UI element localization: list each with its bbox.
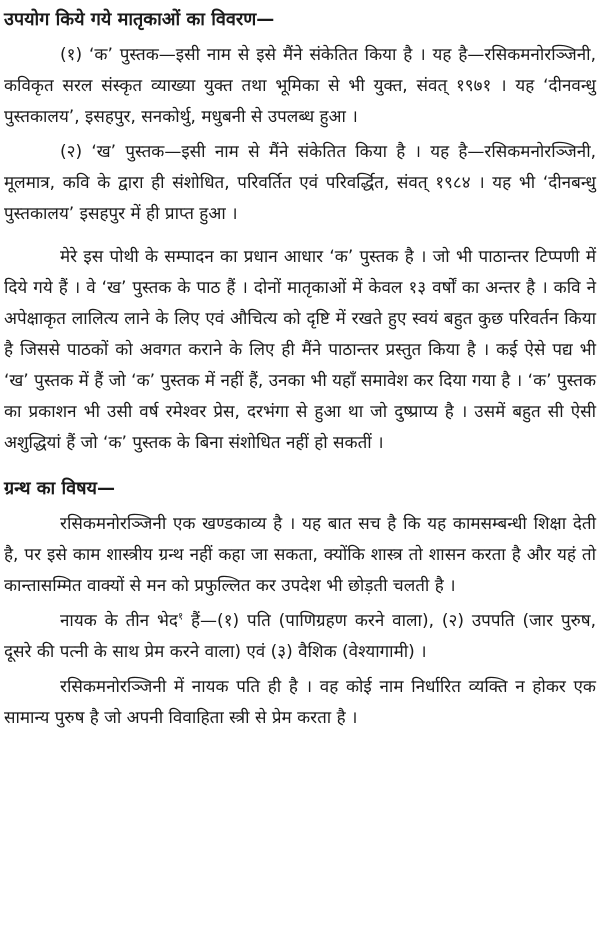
paragraph-nayak-pati: रसिकमनोरञ्जिनी में नायक पति ही है । वह कोई नाम निर्धारित व्यक्ति न होकर एक सामान्य पुरुष है जो अपनी विवाहिता स्त्री से प्रेम करता है ।: [4, 677, 596, 728]
paragraph-khandakavya: रसिकमनोरञ्जिनी एक खण्डकाव्य है । यह बात सच है कि यह कामसम्बन्धी शिक्षा देती है, पर इसे काम शास्त्रीय ग्रन्थ नहीं कहा जा सकता, क्योंकि शास्त्र तो शासन करता है और यहं तो कान्तासम्मित वाक्यों से मन को प्रफुल्लित कर उपदेश भी छोड़ती चलती है ।: [4, 514, 596, 596]
paragraph-nayak-types: [4, 606, 596, 668]
paragraph-kha-manuscript: (२) ‘ख’ पुस्तक—इसी नाम से मैंने संकेतित किया है । यह है—रसिकमनोरञ्जिनी, मूलमात्र, कवि के द्वारा ही संशोधित, परिवर्तित एवं परिवर्द्धित, संवत् १९८४ । यह भी ‘दीनबन्धु पुस्तकालय’ इसहपुर में ही प्राप्त हुआ ।: [4, 142, 596, 224]
paragraph-editing-basis: मेरे इस पोथी के सम्पादन का प्रधान आधार ‘क’ पुस्तक है । जो भी पाठान्तर टिप्पणी में दिये गये हैं । वे ‘ख’ पुस्तक के पाठ हैं । दोनों मातृकाओं में केवल १३ वर्षों का अन्तर है । कवि ने अपेक्षाकृत लालित्य लाने के लिए एवं औचित्य को दृष्टि में रखते हुए स्वयं बहुत कुछ परिवर्तन किया है जिससे पाठकों को अवगत कराने के लिए ही मैंने पाठान्तर प्रस्तुत किया है । कई ऐसे पद्य भी ‘ख’ पुस्तक में हैं जो ‘क’ पुस्तक में नहीं हैं, उनका भी यहाँ समावेश कर दिया गया है । ‘क’ पुस्तक का प्रकाशन भी उसी वर्ष रमेश्वर प्रेस, दरभंगा से हुआ था जो दुष्प्राप्य है । उसमें बहुत सी ऐसी अशुद्धियां हैं जो ‘क’ पुस्तक के बिना संशोधित नहीं हो सकतीं ।: [4, 247, 596, 453]
nayak-types-rest: (२) उपपति (जार पुरुष, दूसरे की पत्नी के साथ प्रेम करने वाला) एवं (३) वैशिक (वेश्यागामी) ।: [4, 611, 596, 662]
section-heading-subject: ग्रन्थ का विषय—: [4, 478, 115, 499]
paragraph-ka-manuscript: (१) ‘क’ पुस्तक—इसी नाम से इसे मैंने संकेतित किया है । यह है—रसिकमनोरञ्जिनी, कविकृत सरल संस्कृत व्याख्या युक्त तथा भूमिका से भी युक्त, संवत् १९७१ । यह ‘दीनवन्धु पुस्तकालय’, इसहपुर, सनकोर्थु, मधुबनी से उपलब्ध हुआ ।: [4, 45, 596, 127]
nayak-types-intro: नायक के तीन भेद: [60, 611, 178, 631]
footnote-marker: १: [177, 611, 184, 623]
section-heading-manuscripts: उपयोग किये गये मातृकाओं का विवरण—: [4, 9, 275, 30]
nayak-types-first: हैं—(१) पति (पाणिग्रहण करने वाला),: [183, 611, 442, 631]
